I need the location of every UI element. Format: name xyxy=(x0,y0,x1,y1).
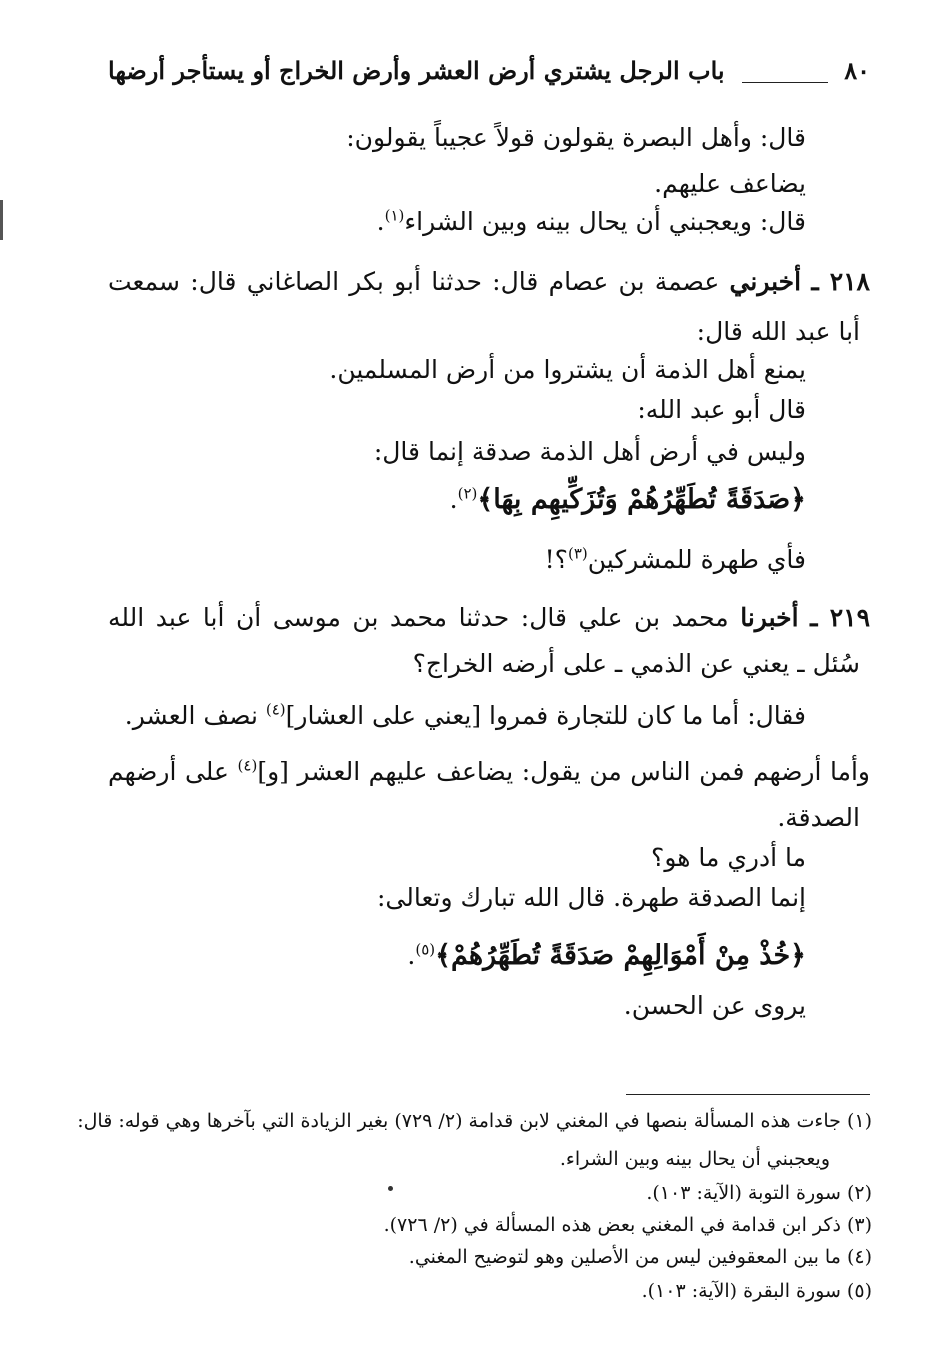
text-line-8: وليس في أرض أهل الذمة صدقة إنما قال: xyxy=(373,437,806,466)
text-line-5: أبا عبد الله قال: xyxy=(696,317,860,346)
print-speck xyxy=(388,1186,393,1191)
quran-verse-2: ﴿خُذْ مِنْ أَمْوَالِهِمْ صَدَقَةً تُطَهِّرُهُمْ﴾$^{(٥)}$. xyxy=(407,940,806,971)
text-line-12: سُئل ـ يعني عن الذمي ـ على أرضه الخراج؟ xyxy=(412,649,860,678)
narration-218: ٢١٨ ـ أخبرني عصمة بن عصام قال: حدثنا أبو بكر الصاغاني قال: سمعت xyxy=(108,267,870,296)
narration-219: ٢١٩ ـ أخبرنا محمد بن علي قال: حدثنا محمد بن موسى أن أبا عبد الله xyxy=(108,603,871,632)
footnote-ref-2[interactable]: (٢) xyxy=(457,484,478,503)
narration-keyword: أخبرني xyxy=(729,267,802,296)
text-line-10: فأي طهرة للمشركين$^{(٣)}$؟! xyxy=(544,544,806,574)
footnote-ref-5[interactable]: (٥) xyxy=(415,940,436,959)
narration-number-218: ٢١٨ ـ xyxy=(811,267,870,296)
text-line-19: يروى عن الحسن. xyxy=(623,991,806,1020)
footnote-1: (١) جاءت هذه المسألة بنصها في المغني لابن قدامة (٢/ ٧٢٩) بغير الزيادة التي بآخرها وهي قوله: قال: xyxy=(77,1110,872,1132)
quran-verse-1: ﴿صَدَقَةً تُطَهِّرُهُمْ وَتُزَكِّيهِم بِهَا﴾$^{(٢)}$. xyxy=(449,484,806,515)
text-line-2: يضاعف عليهم. xyxy=(654,169,806,198)
header-rule xyxy=(742,82,828,83)
text-line-15: الصدقة. xyxy=(777,803,860,832)
running-title: باب الرجل يشتري أرض العشر وأرض الخراج أو يستأجر أرضها xyxy=(108,56,725,85)
text-line-14: وأما أرضهم فمن الناس من يقول: يضاعف عليهم العشر [و]$^{(٤)}$ على أرضهم xyxy=(108,756,871,786)
footnote-3: (٣) ذكر ابن قدامة في المغني بعض هذه المسألة في (٢/ ٧٢٦). xyxy=(383,1214,872,1236)
scan-edge-mark xyxy=(0,200,3,240)
text-line-17: إنما الصدقة طهرة. قال الله تبارك وتعالى: xyxy=(377,883,806,912)
text-line-16: ما أدري ما هو؟ xyxy=(651,843,806,872)
footnote-ref-1[interactable]: (١) xyxy=(384,206,405,225)
text-line-1: قال: وأهل البصرة يقولون قولاً عجيباً يقولون: xyxy=(346,123,806,152)
footnote-ref-4b[interactable]: (٤) xyxy=(237,756,258,775)
footnote-separator xyxy=(626,1094,870,1095)
text-line-6: يمنع أهل الذمة أن يشتروا من أرض المسلمين. xyxy=(329,355,806,384)
page-header xyxy=(108,50,870,94)
footnote-4: (٤) ما بين المعقوفين ليس من الأصلين وهو لتوضيح المغني. xyxy=(408,1246,872,1268)
footnote-2: (٢) سورة التوبة (الآية: ١٠٣). xyxy=(646,1182,872,1204)
footnote-ref-3[interactable]: (٣) xyxy=(567,544,588,563)
narration-number-219: ٢١٩ ـ xyxy=(810,603,871,632)
page-number: ٨٠ xyxy=(844,56,870,85)
text-line-3: قال: ويعجبني أن يحال بينه وبين الشراء$^{(١)}$. xyxy=(376,206,806,236)
text-line-7: قال أبو عبد الله: xyxy=(637,395,806,424)
footnote-1-continued: ويعجبني أن يحال بينه وبين الشراء. xyxy=(559,1148,830,1170)
text-line-13: فقال: أما ما كان للتجارة فمروا [يعني على العشار]$^{(٤)}$ نصف العشر. xyxy=(124,700,806,730)
footnote-5: (٥) سورة البقرة (الآية: ١٠٣). xyxy=(641,1280,872,1302)
footnote-ref-4a[interactable]: (٤) xyxy=(265,700,286,719)
narration-keyword: أخبرنا xyxy=(740,603,799,632)
